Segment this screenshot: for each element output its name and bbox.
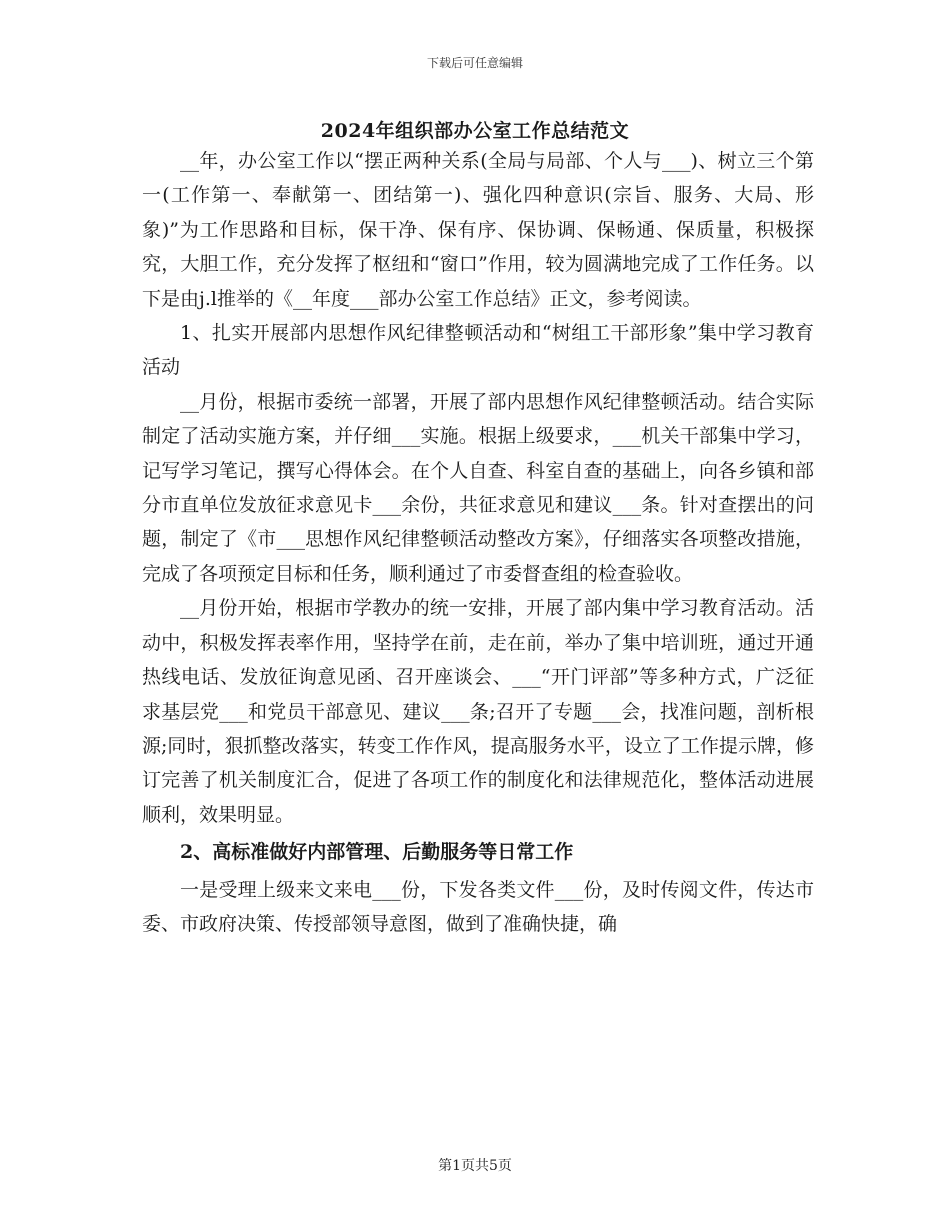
paragraph-section-2: 一是受理上级来文来电___份，下发各类文件___份，及时传阅文件，传达市委、市政府决策、传授部领导意图，做到了准确快捷，确 [142,878,814,935]
document-title: 2024年组织部办公室工作总结范文 [320,120,630,142]
paragraph-rectification: __月份，根据市委统一部署，开展了部内思想作风纪律整顿活动。结合实际制定了活动实施方案，并仔细___实施。根据上级要求，___机关干部集中学习，记写学习笔记，撰写心得体会。在个人自查、科室自查的基础上，向各乡镇和部分市直单位发放征求意见卡___余份，共征求意见和建议___条。针对查摆出的问题，制定了《市___思想作风纪律整顿活动整改方案》，仔细落实各项整改措施，完成了各项预定目标和任务，顺利通过了市委督查组的检查验收。 [142,390,814,585]
section-2-heading: 2、高标准做好内部管理、后勤服务等日常工作 [180,841,574,864]
header-note: 下载后可任意编辑 [426,56,523,70]
page-footer: 第1页共5页 [438,1158,512,1174]
paragraph-education: __月份开始，根据市学教办的统一安排，开展了部内集中学习教育活动。活动中，积极发挥表率作用，坚持学在前，走在前，举办了集中培训班，通过开通热线电话、发放征询意见函、召开座谈会、___“开门评部”等多种方式，广泛征求基层党___和党员干部意见、建议___条;召开了专题___会，找准问题，剖析根源;同时，狠抓整改落实，转变工作作风，提高服务水平，设立了工作提示牌，修订完善了机关制度汇合，促进了各项工作的制度化和法律规范化，整体活动进展顺利，效果明显。 [142,597,814,826]
document-body [142,144,814,941]
paragraph-section-1-heading: 1、扎实开展部内思想作风纪律整顿活动和“树组工干部形象”集中学习教育活动 [142,322,814,379]
paragraph-intro: __年，办公室工作以“摆正两种关系(全局与局部、个人与___)、树立三个第一(工作第一、奉献第一、团结第一)、强化四种意识(宗旨、服务、大局、形象)”为工作思路和目标，保干净、保有序、保协调、保畅通、保质量，积极探究，大胆工作，充分发挥了枢纽和“窗口”作用，较为圆满地完成了工作任务。以下是由j.l推举的《__年度___部办公室工作总结》正文，参考阅读。 [142,150,814,310]
